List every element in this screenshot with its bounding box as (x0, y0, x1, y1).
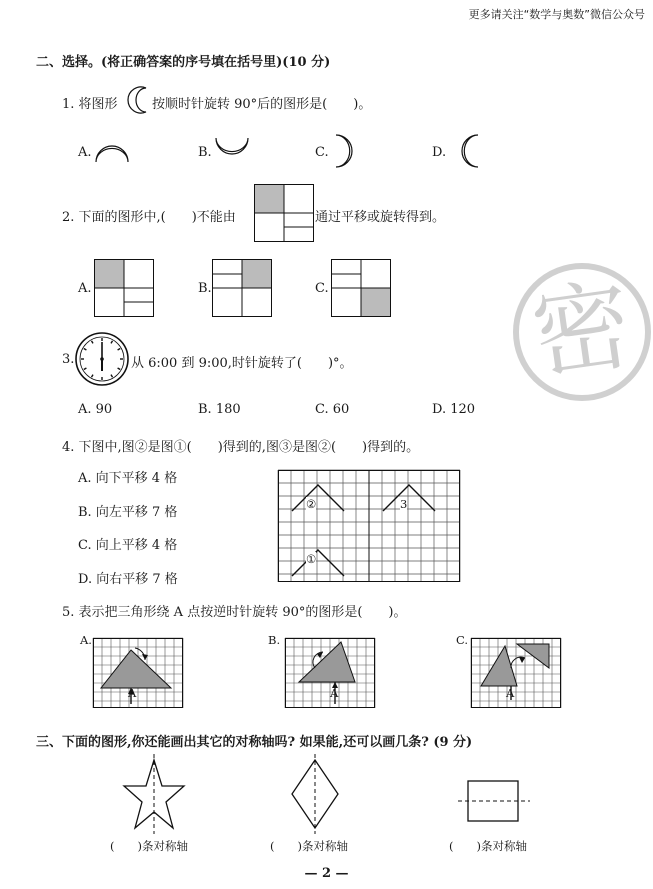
q5-text: 5. 表示把三角形绕 A 点按逆时针旋转 90°的图形是( )。 (62, 605, 407, 620)
q4-label-2: ② (306, 497, 317, 511)
watermark-char: 密 (525, 267, 639, 395)
clock-icon (74, 331, 130, 387)
q2-reference-shape (254, 184, 314, 242)
q4-label-1: ① (306, 552, 317, 566)
q1-option-b-shape (212, 130, 252, 170)
rhombus-shape (290, 758, 340, 830)
q3-option-a[interactable]: A. 90 (78, 402, 113, 417)
q3-number: 3. (62, 352, 75, 367)
section3-answer-3[interactable]: ( )条对称轴 (449, 839, 527, 853)
section2-title: 二、选择。(将正确答案的序号填在括号里)(10 分) (36, 55, 331, 70)
q1-suffix: 按顺时针旋转 90°后的图形是( )。 (152, 97, 372, 112)
q1-moon-shape (124, 85, 154, 115)
q2-option-a-shape (94, 259, 154, 317)
watermark-stamp (512, 262, 652, 402)
q5-option-c-grid (471, 638, 561, 708)
q1-option-a[interactable]: A. (78, 145, 92, 160)
q5-point-a-2: A (330, 686, 339, 700)
q4-text: 4. 下图中,图②是图①( )得到的,图③是图②( )得到的。 (62, 440, 420, 455)
q1-option-d[interactable]: D. (432, 145, 447, 160)
q2-option-b[interactable]: B. (198, 281, 212, 296)
page-number: — 2 — (304, 866, 349, 881)
q4-option-d[interactable]: D. 向右平移 7 格 (78, 572, 178, 587)
q1-option-a-shape (92, 130, 132, 170)
q1-prefix: 1. 将图形 (62, 97, 118, 112)
q5-option-c[interactable]: C. (456, 633, 469, 647)
q4-option-c[interactable]: C. 向上平移 4 格 (78, 538, 178, 553)
q4-option-b[interactable]: B. 向左平移 7 格 (78, 505, 178, 520)
q5-point-a-3: A (506, 686, 515, 700)
q2-prefix: 2. 下面的图形中,( )不能由 (62, 210, 236, 225)
q4-label-3: 3 (400, 497, 408, 511)
q2-option-b-shape (212, 259, 272, 317)
q3-text: 从 6:00 到 9:00,时针旋转了( )°。 (131, 356, 353, 371)
q1-option-b[interactable]: B. (198, 145, 212, 160)
q5-option-a-grid (93, 638, 183, 708)
rectangle-shape (458, 779, 538, 829)
q4-option-a[interactable]: A. 向下平移 4 格 (78, 471, 178, 486)
q1-option-c-shape (330, 132, 370, 172)
q2-option-a[interactable]: A. (78, 281, 92, 296)
q5-point-a-1: A (128, 686, 137, 700)
q5-option-b[interactable]: B. (268, 633, 281, 647)
q2-suffix: 通过平移或旋转得到。 (315, 210, 446, 225)
q1-option-c[interactable]: C. (315, 145, 329, 160)
section3-title: 三、下面的图形,你还能画出其它的对称轴吗? 如果能,还可以画几条? (9 分) (36, 735, 473, 750)
section3-answer-1[interactable]: ( )条对称轴 (110, 839, 188, 853)
q2-option-c[interactable]: C. (315, 281, 329, 296)
section3-answer-2[interactable]: ( )条对称轴 (270, 839, 348, 853)
star-shape (122, 758, 186, 830)
page-header: 更多请关注“数学与奥数”微信公众号 (468, 8, 645, 21)
q3-option-c[interactable]: C. 60 (315, 402, 350, 417)
q2-option-c-shape (331, 259, 391, 317)
q1-option-d-shape (446, 132, 486, 172)
q3-option-d[interactable]: D. 120 (432, 402, 476, 417)
q3-option-b[interactable]: B. 180 (198, 402, 241, 417)
q5-option-a[interactable]: A. (80, 633, 92, 647)
